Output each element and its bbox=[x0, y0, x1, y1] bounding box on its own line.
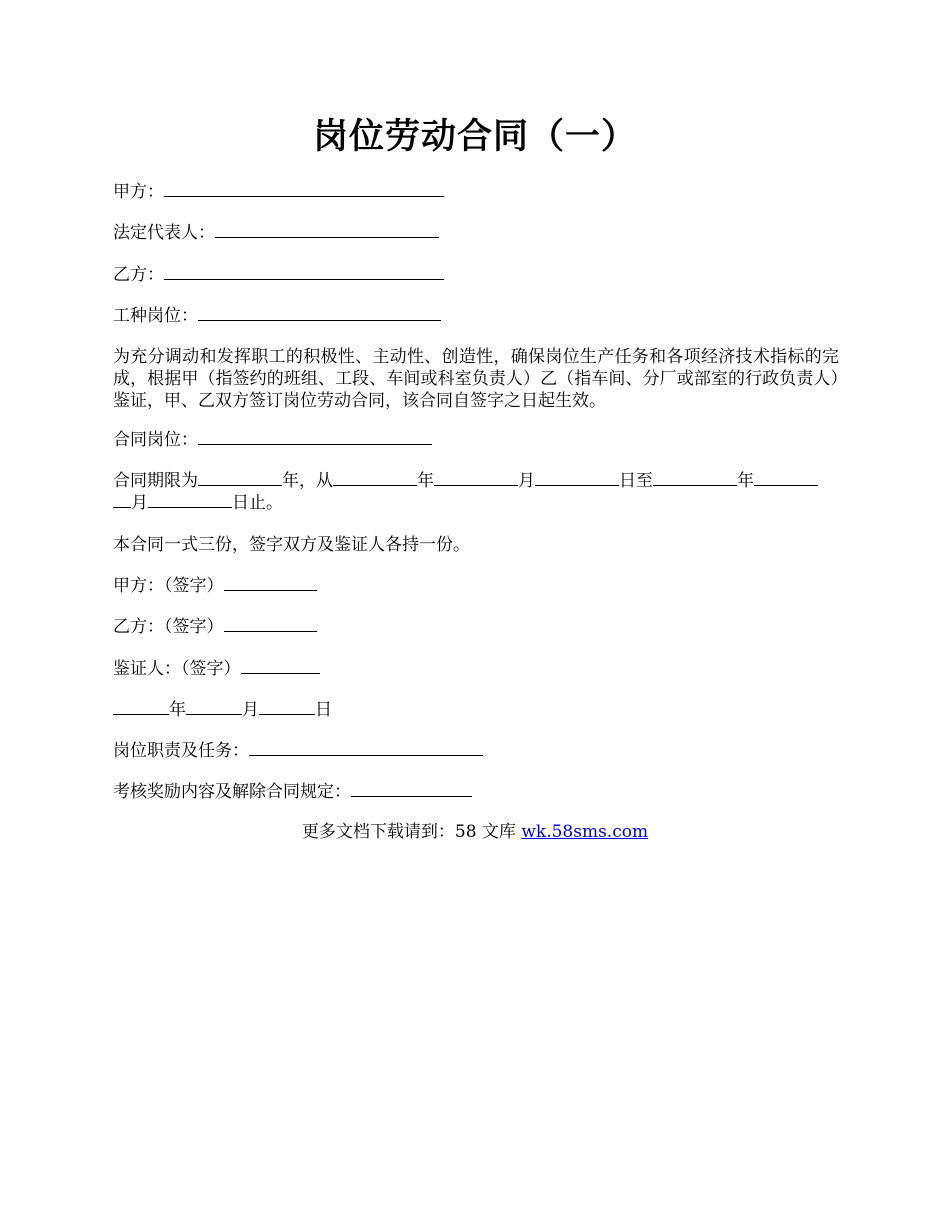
date-month-label: 月 bbox=[242, 700, 259, 720]
duties-label: 岗位职责及任务： bbox=[113, 741, 249, 761]
end-month-blank-part1[interactable] bbox=[754, 470, 818, 486]
date-year-label: 年 bbox=[169, 700, 186, 720]
end-year-blank[interactable] bbox=[653, 470, 737, 486]
date-day-blank[interactable] bbox=[259, 699, 315, 715]
party-b-signature-label: 乙方：（签字） bbox=[113, 617, 224, 637]
term-end-month-label: 月 bbox=[131, 493, 148, 513]
end-day-blank[interactable] bbox=[148, 492, 232, 508]
party-a-field bbox=[113, 181, 444, 203]
assessment-blank[interactable] bbox=[351, 781, 472, 797]
term-day-end: 日止。 bbox=[232, 493, 283, 513]
start-day-blank[interactable] bbox=[535, 470, 619, 486]
end-month-blank-part2[interactable] bbox=[113, 492, 131, 508]
party-b-label: 乙方： bbox=[113, 265, 164, 285]
contract-post-field bbox=[113, 429, 432, 451]
legal-rep-label: 法定代表人： bbox=[113, 223, 215, 243]
legal-rep-field bbox=[113, 222, 439, 244]
document-title: 岗位劳动合同（一） bbox=[312, 116, 637, 157]
footer-note bbox=[0, 821, 950, 843]
job-post-field bbox=[113, 305, 441, 327]
term-year-from: 年，从 bbox=[282, 471, 333, 491]
term-year-label: 年 bbox=[417, 471, 434, 491]
party-b-signature bbox=[113, 616, 317, 638]
legal-rep-blank[interactable] bbox=[215, 222, 439, 238]
term-end-year-label: 年 bbox=[737, 471, 754, 491]
contract-term-line2 bbox=[113, 492, 283, 514]
contract-term-line1 bbox=[113, 470, 818, 492]
date-month-blank[interactable] bbox=[186, 699, 242, 715]
party-b-signature-blank[interactable] bbox=[224, 616, 317, 632]
footer-link[interactable]: wk.58sms.com bbox=[521, 822, 649, 842]
copies-statement: 本合同一式三份，签字双方及鉴证人各持一份。 bbox=[113, 535, 470, 555]
party-a-signature-label: 甲方：（签字） bbox=[113, 576, 224, 596]
intro-paragraph: 为充分调动和发挥职工的积极性、主动性、创造性，确保岗位生产任务和各项经济技术指标的完成，根据甲（指签约的班组、工段、车间或科室负责人）乙（指车间、分厂或部室的行政负责人）鉴证，甲、乙双方签订岗位劳动合同，该合同自签字之日起生效。 bbox=[113, 347, 839, 411]
party-a-blank[interactable] bbox=[164, 181, 444, 197]
term-day-to: 日至 bbox=[619, 471, 653, 491]
party-a-signature-blank[interactable] bbox=[224, 575, 317, 591]
date-day-label: 日 bbox=[315, 700, 332, 720]
witness-signature-blank[interactable] bbox=[241, 658, 320, 674]
signing-date bbox=[113, 699, 332, 721]
footer-text: 更多文档下载请到：58 文库 bbox=[301, 822, 522, 842]
term-years-blank[interactable] bbox=[198, 470, 282, 486]
job-post-label: 工种岗位： bbox=[113, 306, 198, 326]
contract-post-label: 合同岗位： bbox=[113, 430, 198, 450]
duties-field bbox=[113, 740, 483, 762]
party-b-blank[interactable] bbox=[164, 264, 444, 280]
contract-post-blank[interactable] bbox=[198, 429, 432, 445]
assessment-label: 考核奖励内容及解除合同规定： bbox=[113, 782, 351, 802]
start-month-blank[interactable] bbox=[434, 470, 518, 486]
party-a-label: 甲方： bbox=[113, 182, 164, 202]
witness-signature-label: 鉴证人：（签字） bbox=[113, 659, 241, 679]
start-year-blank[interactable] bbox=[333, 470, 417, 486]
duties-blank[interactable] bbox=[249, 740, 483, 756]
party-a-signature bbox=[113, 575, 317, 597]
job-post-blank[interactable] bbox=[198, 305, 441, 321]
party-b-field bbox=[113, 264, 444, 286]
witness-signature bbox=[113, 658, 320, 680]
term-prefix: 合同期限为 bbox=[113, 471, 198, 491]
term-month-label: 月 bbox=[518, 471, 535, 491]
date-year-blank[interactable] bbox=[113, 699, 169, 715]
assessment-field bbox=[113, 781, 472, 803]
